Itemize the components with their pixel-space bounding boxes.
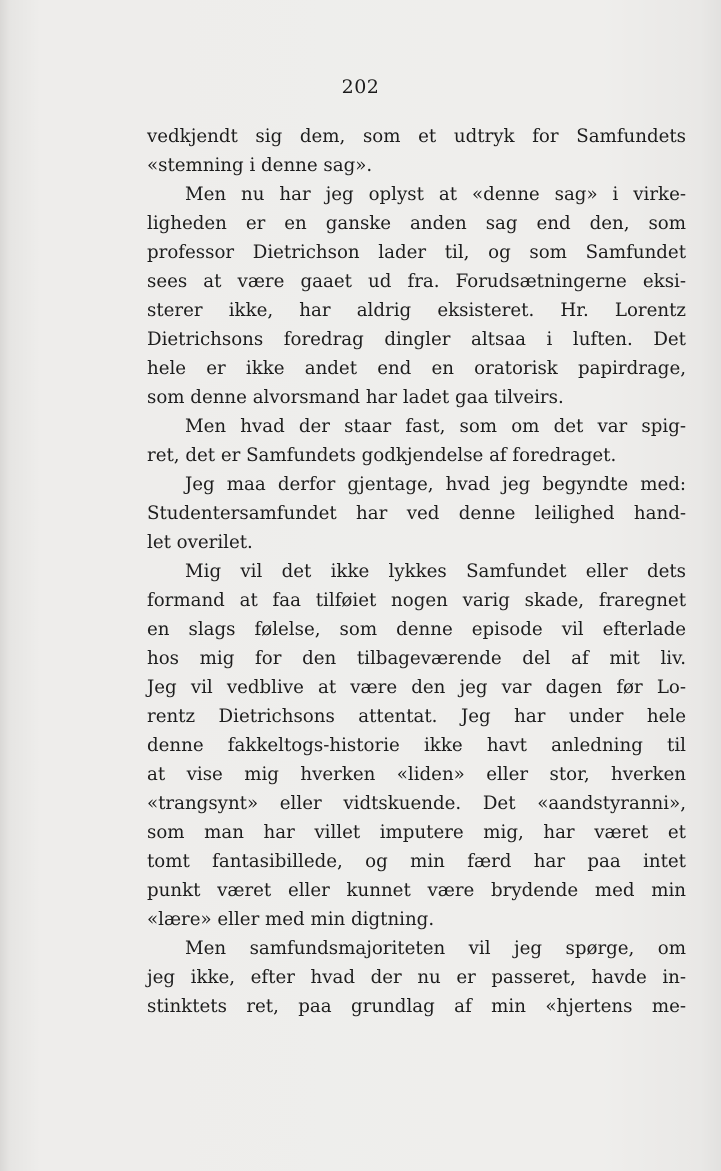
text-line: sees at være gaaet ud fra. Forudsætningerne eksi- <box>147 271 686 292</box>
text-line: Jeg maa derfor gjentage, hvad jeg begyndte med: <box>185 474 686 495</box>
page-number: 202 <box>341 76 380 98</box>
text-line: sterer ikke, har aldrig eksisteret. Hr. Lorentz <box>147 300 686 321</box>
text-line: vedkjendt sig dem, som et udtryk for Samfundets <box>147 126 686 147</box>
text-line: ligheden er en ganske anden sag end den, som <box>147 213 686 234</box>
body-text <box>147 122 686 1021</box>
text-line: Dietrichsons foredrag dingler altsaa i luften. Det <box>147 329 686 350</box>
text-line: hos mig for den tilbageværende del af mit liv. <box>147 648 686 669</box>
text-line: jeg ikke, efter hvad der nu er passeret, havde in- <box>147 967 686 988</box>
text-line: «stemning i denne sag». <box>147 155 373 176</box>
text-line: at vise mig hverken «liden» eller stor, hverken <box>147 764 686 785</box>
text-line: punkt været eller kunnet være brydende med min <box>147 880 686 901</box>
text-line: Mig vil det ikke lykkes Samfundet eller dets <box>185 561 686 582</box>
text-line: «lære» eller med min digtning. <box>147 909 435 930</box>
text-line: en slags følelse, som denne episode vil efterlade <box>147 619 686 640</box>
text-line: som denne alvorsmand har ladet gaa tilveirs. <box>147 387 564 408</box>
text-line: som man har villet imputere mig, har været et <box>147 822 686 843</box>
text-line: Jeg vil vedblive at være den jeg var dagen før Lo- <box>147 677 686 698</box>
text-line: let overilet. <box>147 532 253 553</box>
text-line: formand at faa tilføiet nogen varig skade, fraregnet <box>147 590 686 611</box>
text-line: rentz Dietrichsons attentat. Jeg har under hele <box>147 706 686 727</box>
text-line: hele er ikke andet end en oratorisk papirdrage, <box>147 358 686 379</box>
text-line: Men nu har jeg oplyst at «denne sag» i virke- <box>185 184 686 205</box>
text-line: professor Dietrichson lader til, og som Samfundet <box>147 242 686 263</box>
text-line: Men samfundsmajoriteten vil jeg spørge, om <box>185 938 686 959</box>
text-line: stinktets ret, paa grundlag af min «hjertens me- <box>147 996 686 1017</box>
text-line: ret, det er Samfundets godkjendelse af foredraget. <box>147 445 617 466</box>
text-line: Men hvad der staar fast, som om det var spig- <box>185 416 686 437</box>
text-line: denne fakkeltogs-historie ikke havt anledning til <box>147 735 686 756</box>
text-line: Studentersamfundet har ved denne leilighed hand- <box>147 503 686 524</box>
text-line: tomt fantasibillede, og min færd har paa intet <box>147 851 686 872</box>
text-line: «trangsynt» eller vidtskuende. Det «aandstyranni», <box>147 793 686 814</box>
